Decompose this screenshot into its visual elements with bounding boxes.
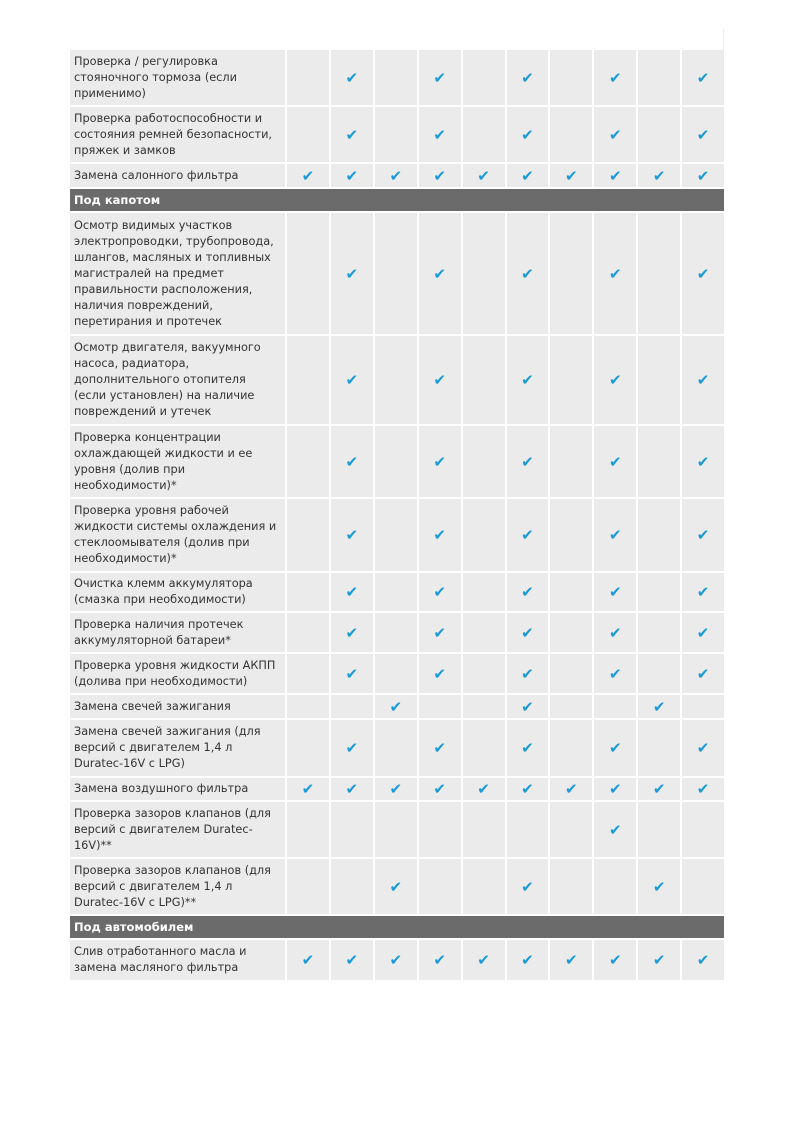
- interval-cell: [331, 720, 373, 776]
- check-mark-icon: ✔: [608, 526, 622, 544]
- check-mark-icon: ✔: [477, 780, 490, 798]
- check-mark-icon: ✔: [696, 68, 710, 87]
- interval-cell: [682, 426, 724, 497]
- check-mark-icon: ✔: [389, 780, 403, 798]
- interval-cell: [463, 654, 505, 693]
- interval-cell: [507, 336, 549, 424]
- interval-cell: [375, 778, 417, 800]
- interval-cell: [463, 336, 505, 424]
- interval-cell: [419, 107, 461, 162]
- table-row: [70, 654, 724, 693]
- interval-cell: [550, 695, 592, 718]
- interval-cell: [507, 778, 549, 800]
- table-row: [70, 613, 724, 652]
- check-mark-icon: ✔: [433, 951, 446, 969]
- check-mark-icon: ✔: [301, 951, 315, 969]
- interval-cell: [550, 164, 592, 187]
- interval-cell: [594, 720, 636, 776]
- interval-cell: [594, 50, 636, 105]
- interval-cell: [594, 573, 636, 611]
- check-mark-icon: ✔: [345, 623, 359, 642]
- interval-cell: [682, 940, 724, 980]
- interval-cell: [463, 695, 505, 718]
- check-mark-icon: ✔: [433, 664, 446, 683]
- interval-cell: [682, 336, 724, 424]
- row-label: Замена свечей зажигания (для версий с двигателем 1,4 л Duratec-16V с LPG): [70, 720, 285, 776]
- interval-cell: [638, 426, 680, 497]
- check-mark-icon: ✔: [345, 68, 359, 87]
- interval-cell: [507, 720, 549, 776]
- interval-cell: [419, 720, 461, 776]
- table-row: [70, 695, 724, 718]
- interval-cell: [594, 426, 636, 497]
- check-mark-icon: ✔: [433, 125, 446, 144]
- interval-cell: [550, 802, 592, 857]
- check-mark-icon: ✔: [696, 125, 710, 144]
- interval-cell: [638, 654, 680, 693]
- check-mark-icon: ✔: [696, 583, 710, 601]
- interval-cell: [287, 778, 329, 800]
- interval-cell: [550, 654, 592, 693]
- check-mark-icon: ✔: [433, 452, 446, 471]
- interval-cell: [682, 213, 724, 334]
- interval-cell: [594, 213, 636, 334]
- interval-cell: [331, 426, 373, 497]
- interval-cell: [507, 107, 549, 162]
- maintenance-schedule-table: [70, 50, 724, 982]
- check-mark-icon: ✔: [521, 371, 534, 389]
- interval-cell: [594, 336, 636, 424]
- check-mark-icon: ✔: [521, 739, 534, 757]
- interval-cell: [287, 859, 329, 914]
- check-mark-icon: ✔: [608, 371, 622, 389]
- interval-cell: [682, 695, 724, 718]
- check-mark-icon: ✔: [521, 623, 534, 642]
- interval-cell: [682, 802, 724, 857]
- interval-cell: [331, 654, 373, 693]
- check-mark-icon: ✔: [345, 583, 359, 601]
- check-mark-icon: ✔: [565, 951, 578, 969]
- interval-cell: [287, 613, 329, 652]
- interval-cell: [507, 613, 549, 652]
- interval-cell: [419, 778, 461, 800]
- interval-cell: [331, 499, 373, 571]
- interval-cell: [375, 499, 417, 571]
- row-label: Проверка / регулировка стояночного тормоза (если применимо): [70, 50, 285, 105]
- check-mark-icon: ✔: [521, 264, 534, 283]
- check-mark-icon: ✔: [608, 264, 622, 283]
- interval-cell: [463, 720, 505, 776]
- check-mark-icon: ✔: [433, 166, 446, 185]
- table-row: [70, 164, 724, 187]
- check-mark-icon: ✔: [608, 452, 622, 471]
- table-row: [70, 573, 724, 611]
- check-mark-icon: ✔: [652, 166, 666, 185]
- interval-cell: [550, 573, 592, 611]
- interval-cell: [463, 213, 505, 334]
- row-label: Проверка работоспособности и состояния ремней безопасности, пряжек и замков: [70, 107, 285, 162]
- check-mark-icon: ✔: [608, 820, 622, 839]
- interval-cell: [375, 654, 417, 693]
- interval-cell: [375, 50, 417, 105]
- check-mark-icon: ✔: [565, 780, 578, 798]
- table-row: [70, 720, 724, 776]
- interval-cell: [507, 802, 549, 857]
- interval-cell: [375, 720, 417, 776]
- table-row: [70, 859, 724, 914]
- interval-cell: [594, 613, 636, 652]
- interval-cell: [507, 426, 549, 497]
- check-mark-icon: ✔: [433, 780, 446, 798]
- row-label: Проверка зазоров клапанов (для версий с двигателем 1,4 л Duratec-16V с LPG)**: [70, 859, 285, 914]
- interval-cell: [507, 213, 549, 334]
- check-mark-icon: ✔: [433, 68, 446, 87]
- table-row: [70, 50, 724, 105]
- interval-cell: [287, 426, 329, 497]
- check-mark-icon: ✔: [608, 583, 622, 601]
- interval-cell: [287, 499, 329, 571]
- interval-cell: [287, 940, 329, 980]
- interval-cell: [463, 778, 505, 800]
- check-mark-icon: ✔: [608, 125, 622, 144]
- row-label: Слив отработанного масла и замена масляного фильтра: [70, 940, 285, 980]
- interval-cell: [638, 107, 680, 162]
- interval-cell: [331, 695, 373, 718]
- interval-cell: [638, 720, 680, 776]
- check-mark-icon: ✔: [608, 780, 622, 798]
- interval-cell: [682, 778, 724, 800]
- check-mark-icon: ✔: [521, 664, 534, 683]
- interval-cell: [682, 859, 724, 914]
- interval-cell: [594, 499, 636, 571]
- interval-cell: [638, 336, 680, 424]
- interval-cell: [507, 164, 549, 187]
- interval-cell: [638, 778, 680, 800]
- check-mark-icon: ✔: [433, 371, 446, 389]
- check-mark-icon: ✔: [433, 264, 446, 283]
- check-mark-icon: ✔: [608, 623, 622, 642]
- check-mark-icon: ✔: [345, 452, 359, 471]
- interval-cell: [463, 940, 505, 980]
- interval-cell: [550, 499, 592, 571]
- interval-cell: [463, 107, 505, 162]
- interval-cell: [594, 695, 636, 718]
- interval-cell: [419, 213, 461, 334]
- interval-cell: [331, 573, 373, 611]
- interval-cell: [463, 50, 505, 105]
- check-mark-icon: ✔: [696, 664, 710, 683]
- check-mark-icon: ✔: [345, 125, 359, 144]
- check-mark-icon: ✔: [521, 877, 534, 896]
- check-mark-icon: ✔: [345, 951, 359, 969]
- check-mark-icon: ✔: [565, 166, 578, 185]
- interval-cell: [682, 107, 724, 162]
- interval-cell: [594, 802, 636, 857]
- check-mark-icon: ✔: [652, 697, 666, 716]
- interval-cell: [419, 613, 461, 652]
- interval-cell: [638, 695, 680, 718]
- check-mark-icon: ✔: [608, 951, 622, 969]
- interval-cell: [419, 802, 461, 857]
- row-label: Проверка наличия протечек аккумуляторной батареи*: [70, 613, 285, 652]
- section-header: Под автомобилем: [70, 916, 724, 938]
- interval-cell: [287, 654, 329, 693]
- check-mark-icon: ✔: [345, 264, 359, 283]
- check-mark-icon: ✔: [477, 951, 490, 969]
- interval-cell: [375, 802, 417, 857]
- check-mark-icon: ✔: [345, 166, 359, 185]
- row-label: Замена салонного фильтра: [70, 164, 285, 187]
- table-row: [70, 107, 724, 162]
- interval-cell: [419, 499, 461, 571]
- check-mark-icon: ✔: [389, 877, 403, 896]
- check-mark-icon: ✔: [696, 623, 710, 642]
- check-mark-icon: ✔: [389, 951, 403, 969]
- interval-cell: [550, 107, 592, 162]
- interval-cell: [287, 50, 329, 105]
- interval-cell: [638, 50, 680, 105]
- check-mark-icon: ✔: [696, 264, 710, 283]
- row-label: Осмотр видимых участков электропроводки, трубопровода, шлангов, масляных и топливных магистралей на предмет правильности расположения, наличия повреждений, перетирания и протечек: [70, 213, 285, 334]
- interval-cell: [375, 573, 417, 611]
- check-mark-icon: ✔: [521, 780, 534, 798]
- check-mark-icon: ✔: [521, 166, 534, 185]
- interval-cell: [594, 107, 636, 162]
- check-mark-icon: ✔: [652, 951, 666, 969]
- interval-cell: [331, 107, 373, 162]
- check-mark-icon: ✔: [696, 951, 710, 969]
- check-mark-icon: ✔: [696, 739, 710, 757]
- interval-cell: [638, 940, 680, 980]
- interval-cell: [287, 695, 329, 718]
- table-row: [70, 802, 724, 857]
- interval-cell: [375, 107, 417, 162]
- check-mark-icon: ✔: [345, 371, 359, 389]
- row-label: Замена свечей зажигания: [70, 695, 285, 718]
- interval-cell: [638, 213, 680, 334]
- check-mark-icon: ✔: [477, 166, 490, 185]
- table-row: [70, 499, 724, 571]
- interval-cell: [594, 940, 636, 980]
- interval-cell: [287, 107, 329, 162]
- interval-cell: [463, 426, 505, 497]
- check-mark-icon: ✔: [345, 780, 359, 798]
- interval-cell: [375, 859, 417, 914]
- interval-cell: [419, 336, 461, 424]
- table-row: [70, 213, 724, 334]
- interval-cell: [331, 802, 373, 857]
- interval-cell: [463, 499, 505, 571]
- check-mark-icon: ✔: [389, 166, 403, 185]
- interval-cell: [507, 859, 549, 914]
- interval-cell: [463, 613, 505, 652]
- check-mark-icon: ✔: [521, 583, 534, 601]
- interval-cell: [287, 213, 329, 334]
- interval-cell: [287, 802, 329, 857]
- section-header: Под капотом: [70, 189, 724, 211]
- check-mark-icon: ✔: [696, 780, 710, 798]
- row-label: Проверка уровня рабочей жидкости системы охлаждения и стеклоомывателя (долив при необходимости)*: [70, 499, 285, 571]
- interval-cell: [507, 50, 549, 105]
- check-mark-icon: ✔: [521, 526, 534, 544]
- interval-cell: [463, 802, 505, 857]
- interval-cell: [682, 573, 724, 611]
- check-mark-icon: ✔: [521, 125, 534, 144]
- interval-cell: [287, 720, 329, 776]
- interval-cell: [375, 695, 417, 718]
- interval-cell: [550, 613, 592, 652]
- interval-cell: [419, 50, 461, 105]
- check-mark-icon: ✔: [433, 739, 446, 757]
- check-mark-icon: ✔: [608, 68, 622, 87]
- check-mark-icon: ✔: [389, 697, 403, 716]
- interval-cell: [594, 778, 636, 800]
- row-label: Проверка концентрации охлаждающей жидкости и ее уровня (долив при необходимости)*: [70, 426, 285, 497]
- interval-cell: [331, 613, 373, 652]
- table-row: [70, 336, 724, 424]
- check-mark-icon: ✔: [652, 780, 666, 798]
- interval-cell: [550, 940, 592, 980]
- table-row: [70, 426, 724, 497]
- interval-cell: [638, 164, 680, 187]
- interval-cell: [550, 213, 592, 334]
- interval-cell: [594, 654, 636, 693]
- interval-cell: [682, 164, 724, 187]
- table-row: [70, 940, 724, 980]
- check-mark-icon: ✔: [433, 526, 446, 544]
- interval-cell: [375, 426, 417, 497]
- interval-cell: [550, 778, 592, 800]
- interval-cell: [507, 654, 549, 693]
- interval-cell: [331, 940, 373, 980]
- row-label: Осмотр двигателя, вакуумного насоса, радиатора, дополнительного отопителя (если установлен) на наличие повреждений и утечек: [70, 336, 285, 424]
- check-mark-icon: ✔: [521, 68, 534, 87]
- check-mark-icon: ✔: [345, 739, 359, 757]
- interval-cell: [682, 720, 724, 776]
- interval-cell: [375, 213, 417, 334]
- interval-cell: [463, 164, 505, 187]
- interval-cell: [638, 859, 680, 914]
- interval-cell: [287, 573, 329, 611]
- check-mark-icon: ✔: [608, 166, 622, 185]
- interval-cell: [331, 336, 373, 424]
- interval-cell: [507, 573, 549, 611]
- interval-cell: [287, 164, 329, 187]
- check-mark-icon: ✔: [608, 664, 622, 683]
- check-mark-icon: ✔: [433, 583, 446, 601]
- interval-cell: [507, 940, 549, 980]
- interval-cell: [331, 213, 373, 334]
- check-mark-icon: ✔: [696, 526, 710, 544]
- interval-cell: [419, 573, 461, 611]
- check-mark-icon: ✔: [696, 371, 710, 389]
- row-label: Очистка клемм аккумулятора (смазка при необходимости): [70, 573, 285, 611]
- check-mark-icon: ✔: [696, 452, 710, 471]
- interval-cell: [331, 164, 373, 187]
- check-mark-icon: ✔: [608, 739, 622, 757]
- check-mark-icon: ✔: [521, 951, 534, 969]
- interval-cell: [419, 940, 461, 980]
- interval-cell: [419, 164, 461, 187]
- interval-cell: [594, 164, 636, 187]
- check-mark-icon: ✔: [345, 526, 359, 544]
- interval-cell: [419, 695, 461, 718]
- interval-cell: [375, 940, 417, 980]
- interval-cell: [594, 859, 636, 914]
- interval-cell: [331, 859, 373, 914]
- interval-cell: [419, 426, 461, 497]
- interval-cell: [682, 613, 724, 652]
- interval-cell: [550, 426, 592, 497]
- row-label: Замена воздушного фильтра: [70, 778, 285, 800]
- check-mark-icon: ✔: [521, 697, 534, 716]
- interval-cell: [550, 336, 592, 424]
- check-mark-icon: ✔: [696, 166, 710, 185]
- interval-cell: [375, 613, 417, 652]
- check-mark-icon: ✔: [301, 166, 315, 185]
- interval-cell: [682, 499, 724, 571]
- interval-cell: [550, 50, 592, 105]
- check-mark-icon: ✔: [433, 623, 446, 642]
- row-label: Проверка уровня жидкости АКПП (долива при необходимости): [70, 654, 285, 693]
- interval-cell: [507, 695, 549, 718]
- interval-cell: [419, 654, 461, 693]
- interval-cell: [550, 859, 592, 914]
- divider: [723, 28, 724, 50]
- interval-cell: [682, 50, 724, 105]
- interval-cell: [419, 859, 461, 914]
- interval-cell: [682, 654, 724, 693]
- interval-cell: [331, 50, 373, 105]
- interval-cell: [287, 336, 329, 424]
- interval-cell: [638, 613, 680, 652]
- table-row: [70, 778, 724, 800]
- interval-cell: [375, 164, 417, 187]
- check-mark-icon: ✔: [521, 452, 534, 471]
- interval-cell: [638, 499, 680, 571]
- interval-cell: [375, 336, 417, 424]
- check-mark-icon: ✔: [652, 877, 666, 896]
- row-label: Проверка зазоров клапанов (для версий с двигателем Duratec- 16V)**: [70, 802, 285, 857]
- interval-cell: [463, 573, 505, 611]
- interval-cell: [463, 859, 505, 914]
- interval-cell: [507, 499, 549, 571]
- check-mark-icon: ✔: [345, 664, 359, 683]
- interval-cell: [638, 802, 680, 857]
- check-mark-icon: ✔: [301, 780, 315, 798]
- interval-cell: [550, 720, 592, 776]
- interval-cell: [638, 573, 680, 611]
- interval-cell: [331, 778, 373, 800]
